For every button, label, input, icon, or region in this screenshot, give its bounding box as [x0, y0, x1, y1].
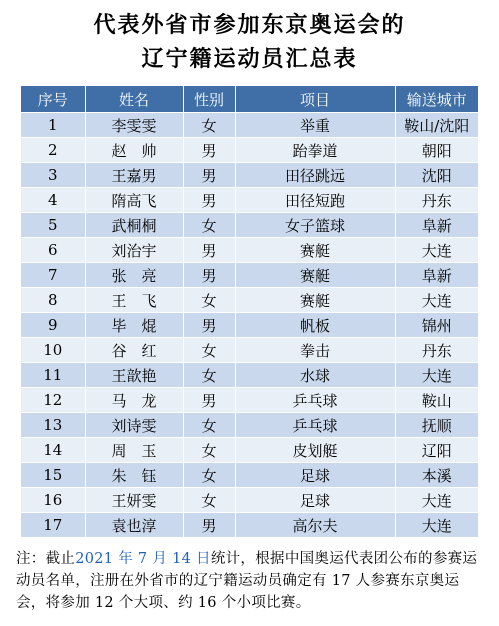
table-row — [21, 413, 478, 438]
cell-gender: 女 — [183, 363, 235, 388]
cell-city: 大连 — [395, 513, 478, 538]
cell-index: 16 — [21, 488, 85, 513]
page-title-line2: 辽宁籍运动员汇总表 — [141, 46, 358, 72]
cell-city: 朝阳 — [395, 138, 478, 163]
cell-name: 毕 焜 — [85, 313, 183, 338]
cell-event: 跆拳道 — [235, 138, 395, 163]
cell-city: 抚顺 — [395, 413, 478, 438]
table-row — [21, 238, 478, 263]
cell-city: 锦州 — [395, 313, 478, 338]
table-row — [21, 338, 478, 363]
cell-city: 丹东 — [395, 338, 478, 363]
table-row — [21, 263, 478, 288]
cell-index: 17 — [21, 513, 85, 538]
cell-name: 王歆艳 — [85, 363, 183, 388]
cell-index: 9 — [21, 313, 85, 338]
cell-gender: 男 — [183, 388, 235, 413]
cell-city: 鞍山 — [395, 388, 478, 413]
cell-index: 3 — [21, 163, 85, 188]
cell-event: 皮划艇 — [235, 438, 395, 463]
cell-city: 本溪 — [395, 463, 478, 488]
cell-event: 乒乓球 — [235, 388, 395, 413]
cell-index: 6 — [21, 238, 85, 263]
table-row — [21, 363, 478, 388]
cell-city: 大连 — [395, 238, 478, 263]
cell-name: 王 飞 — [85, 288, 183, 313]
header-city: 输送城市 — [395, 86, 478, 113]
cell-name: 赵 帅 — [85, 138, 183, 163]
cell-event: 赛艇 — [235, 263, 395, 288]
cell-index: 13 — [21, 413, 85, 438]
cell-index: 1 — [21, 113, 85, 138]
cell-index: 7 — [21, 263, 85, 288]
cell-gender: 男 — [183, 138, 235, 163]
page-title-line1: 代表外省市参加东京奥运会的 — [93, 12, 406, 38]
cell-city: 辽阳 — [395, 438, 478, 463]
cell-event: 赛艇 — [235, 238, 395, 263]
cell-name: 李雯雯 — [85, 113, 183, 138]
cell-name: 王嘉男 — [85, 163, 183, 188]
footnote-date: 2021 年 7 月 14 日 — [75, 551, 211, 567]
cell-name: 马 龙 — [85, 388, 183, 413]
cell-name: 袁也淳 — [85, 513, 183, 538]
table-body — [21, 113, 478, 538]
cell-name: 隋高飞 — [85, 188, 183, 213]
cell-name: 王妍雯 — [85, 488, 183, 513]
cell-gender: 女 — [183, 488, 235, 513]
table-row — [21, 113, 478, 138]
cell-event: 女子篮球 — [235, 213, 395, 238]
cell-city: 鞍山/沈阳 — [395, 113, 478, 138]
cell-gender: 男 — [183, 263, 235, 288]
cell-index: 11 — [21, 363, 85, 388]
athlete-table — [21, 86, 478, 537]
cell-event: 高尔夫 — [235, 513, 395, 538]
cell-city: 大连 — [395, 488, 478, 513]
cell-city: 大连 — [395, 363, 478, 388]
cell-index: 8 — [21, 288, 85, 313]
cell-city: 大连 — [395, 288, 478, 313]
table-row — [21, 188, 478, 213]
table-row — [21, 488, 478, 513]
cell-event: 足球 — [235, 488, 395, 513]
cell-gender: 女 — [183, 413, 235, 438]
cell-gender: 女 — [183, 438, 235, 463]
footnote — [16, 548, 486, 614]
footnote-prefix: 注：截止 — [16, 551, 76, 567]
table-row — [21, 163, 478, 188]
cell-city: 阜新 — [395, 213, 478, 238]
cell-gender: 男 — [183, 513, 235, 538]
cell-event: 拳击 — [235, 338, 395, 363]
cell-index: 4 — [21, 188, 85, 213]
table-row — [21, 463, 478, 488]
cell-index: 14 — [21, 438, 85, 463]
cell-name: 刘治宇 — [85, 238, 183, 263]
cell-event: 水球 — [235, 363, 395, 388]
table-row — [21, 213, 478, 238]
cell-gender: 男 — [183, 238, 235, 263]
cell-name: 张 亮 — [85, 263, 183, 288]
cell-index: 2 — [21, 138, 85, 163]
cell-event: 赛艇 — [235, 288, 395, 313]
cell-index: 15 — [21, 463, 85, 488]
table-row — [21, 438, 478, 463]
table-row — [21, 313, 478, 338]
cell-name: 谷 红 — [85, 338, 183, 363]
header-name: 姓名 — [85, 86, 183, 113]
cell-index: 10 — [21, 338, 85, 363]
cell-event: 足球 — [235, 463, 395, 488]
cell-name: 周 玉 — [85, 438, 183, 463]
cell-gender: 女 — [183, 338, 235, 363]
header-event: 项目 — [235, 86, 395, 113]
cell-gender: 男 — [183, 163, 235, 188]
cell-index: 12 — [21, 388, 85, 413]
cell-name: 刘诗雯 — [85, 413, 183, 438]
cell-city: 沈阳 — [395, 163, 478, 188]
cell-event: 田径跳远 — [235, 163, 395, 188]
cell-event: 田径短跑 — [235, 188, 395, 213]
cell-name: 武桐桐 — [85, 213, 183, 238]
cell-gender: 女 — [183, 288, 235, 313]
cell-gender: 女 — [183, 113, 235, 138]
table-row — [21, 513, 478, 538]
table-row — [21, 288, 478, 313]
header-gender: 性别 — [183, 86, 235, 113]
header-index: 序号 — [21, 86, 85, 113]
footnote-text: 统计，根据中国奥运代表团公布的参赛运动员名单，注册在外省市的辽宁籍运动员确定有 17 人参赛东京奥运会，将参加 12 个大项、约 16 个小项比赛。 — [16, 551, 478, 611]
cell-gender: 男 — [183, 188, 235, 213]
table-header-row — [21, 86, 478, 113]
cell-name: 朱 钰 — [85, 463, 183, 488]
cell-event: 帆板 — [235, 313, 395, 338]
cell-gender: 男 — [183, 313, 235, 338]
table-row — [21, 388, 478, 413]
cell-city: 丹东 — [395, 188, 478, 213]
cell-event: 举重 — [235, 113, 395, 138]
cell-index: 5 — [21, 213, 85, 238]
cell-gender: 女 — [183, 463, 235, 488]
cell-event: 乒乓球 — [235, 413, 395, 438]
table-row — [21, 138, 478, 163]
cell-gender: 女 — [183, 213, 235, 238]
cell-city: 阜新 — [395, 263, 478, 288]
